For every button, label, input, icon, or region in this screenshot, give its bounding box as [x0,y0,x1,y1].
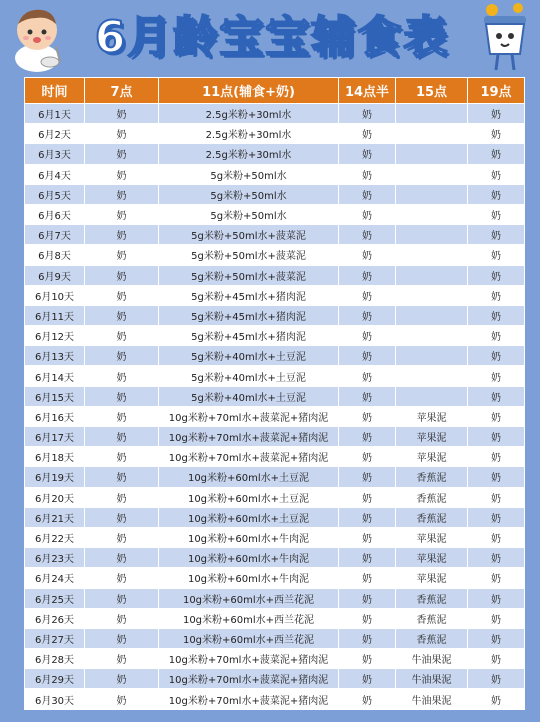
feed-15-cell [396,164,468,184]
feed-7-cell: 奶 [85,447,159,467]
feed-1430-cell: 奶 [339,104,396,124]
feed-7-cell: 奶 [85,184,159,204]
feed-1430-cell: 奶 [339,204,396,224]
day-cell: 6月29天 [25,669,85,689]
day-cell: 6月11天 [25,305,85,325]
feed-15-cell [396,285,468,305]
day-cell: 6月7天 [25,225,85,245]
feed-19-cell: 奶 [468,649,525,669]
feed-7-cell: 奶 [85,507,159,527]
feed-7-cell: 奶 [85,406,159,426]
feed-11-cell: 5g米粉+40ml水+土豆泥 [159,346,339,366]
feed-7-cell: 奶 [85,669,159,689]
feed-1430-cell: 奶 [339,346,396,366]
table-row [25,285,525,305]
feed-1430-cell: 奶 [339,326,396,346]
feed-19-cell: 奶 [468,204,525,224]
table-row [25,487,525,507]
day-cell: 6月22天 [25,527,85,547]
day-cell: 6月14天 [25,366,85,386]
feed-15-cell: 苹果泥 [396,527,468,547]
feed-15-cell [396,225,468,245]
feed-1430-cell: 奶 [339,588,396,608]
feed-19-cell: 奶 [468,527,525,547]
feed-11-cell: 5g米粉+50ml水+菠菜泥 [159,265,339,285]
table-row [25,689,525,709]
feed-11-cell: 5g米粉+45ml水+猪肉泥 [159,326,339,346]
feed-7-cell: 奶 [85,427,159,447]
day-cell: 6月10天 [25,285,85,305]
column-header-time: 时间 [25,78,85,104]
day-cell: 6月15天 [25,386,85,406]
feed-11-cell: 10g米粉+60ml水+土豆泥 [159,507,339,527]
feed-15-cell [396,305,468,325]
feed-7-cell: 奶 [85,628,159,648]
table-row [25,326,525,346]
feed-11-cell: 2.5g米粉+30ml水 [159,144,339,164]
table-row [25,669,525,689]
feed-11-cell: 2.5g米粉+30ml水 [159,104,339,124]
feed-19-cell: 奶 [468,507,525,527]
feed-15-cell: 牛油果泥 [396,669,468,689]
day-cell: 6月28天 [25,649,85,669]
feed-7-cell: 奶 [85,326,159,346]
column-header-1430: 14点半 [339,78,396,104]
table-row [25,164,525,184]
day-cell: 6月2天 [25,124,85,144]
feed-7-cell: 奶 [85,608,159,628]
table-row [25,346,525,366]
feed-1430-cell: 奶 [339,225,396,245]
feed-7-cell: 奶 [85,265,159,285]
feed-11-cell: 5g米粉+50ml水+菠菜泥 [159,225,339,245]
feed-19-cell: 奶 [468,568,525,588]
feed-15-cell [396,104,468,124]
feed-7-cell: 奶 [85,164,159,184]
table-row [25,366,525,386]
feed-7-cell: 奶 [85,144,159,164]
feed-1430-cell: 奶 [339,245,396,265]
feed-19-cell: 奶 [468,366,525,386]
feed-1430-cell: 奶 [339,467,396,487]
feed-1430-cell: 奶 [339,628,396,648]
feed-11-cell: 10g米粉+60ml水+西兰花泥 [159,628,339,648]
cup-mascot-icon [474,2,536,74]
feed-15-cell [396,204,468,224]
feed-7-cell: 奶 [85,568,159,588]
feed-7-cell: 奶 [85,366,159,386]
day-cell: 6月16天 [25,406,85,426]
feed-7-cell: 奶 [85,204,159,224]
feed-19-cell: 奶 [468,427,525,447]
feed-15-cell: 香蕉泥 [396,608,468,628]
feed-15-cell: 牛油果泥 [396,649,468,669]
feed-1430-cell: 奶 [339,164,396,184]
feed-15-cell: 苹果泥 [396,427,468,447]
feed-7-cell: 奶 [85,386,159,406]
feed-11-cell: 10g米粉+60ml水+西兰花泥 [159,608,339,628]
feed-11-cell: 5g米粉+50ml水 [159,164,339,184]
header [0,0,540,76]
feed-15-cell [396,386,468,406]
column-header-7: 7点 [85,78,159,104]
feed-1430-cell: 奶 [339,184,396,204]
feed-11-cell: 5g米粉+50ml水 [159,204,339,224]
table-row [25,184,525,204]
table-header-row [25,78,525,104]
page-title: 6月龄宝宝辅食表 [94,12,450,63]
feed-11-cell: 10g米粉+70ml水+菠菜泥+猪肉泥 [159,406,339,426]
feeding-table [24,77,524,710]
feed-7-cell: 奶 [85,588,159,608]
table-row [25,386,525,406]
feed-1430-cell: 奶 [339,124,396,144]
day-cell: 6月30天 [25,689,85,709]
column-header-15: 15点 [396,78,468,104]
feed-19-cell: 奶 [468,346,525,366]
feed-15-cell [396,144,468,164]
table-row [25,568,525,588]
table-row [25,588,525,608]
feed-19-cell: 奶 [468,447,525,467]
feed-1430-cell: 奶 [339,527,396,547]
feed-19-cell: 奶 [468,124,525,144]
feed-15-cell: 香蕉泥 [396,507,468,527]
feed-19-cell: 奶 [468,548,525,568]
table-row [25,548,525,568]
table-row [25,406,525,426]
feed-7-cell: 奶 [85,527,159,547]
feed-7-cell: 奶 [85,285,159,305]
table-row [25,427,525,447]
table-row [25,245,525,265]
feed-19-cell: 奶 [468,245,525,265]
feed-11-cell: 10g米粉+60ml水+牛肉泥 [159,568,339,588]
feed-11-cell: 10g米粉+60ml水+牛肉泥 [159,527,339,547]
day-cell: 6月18天 [25,447,85,467]
table-row [25,628,525,648]
feed-11-cell: 5g米粉+45ml水+猪肉泥 [159,305,339,325]
feed-1430-cell: 奶 [339,689,396,709]
feed-19-cell: 奶 [468,608,525,628]
feed-19-cell: 奶 [468,285,525,305]
feed-11-cell: 10g米粉+70ml水+菠菜泥+猪肉泥 [159,669,339,689]
column-header-19: 19点 [468,78,525,104]
feed-11-cell: 10g米粉+70ml水+菠菜泥+猪肉泥 [159,649,339,669]
table-row [25,527,525,547]
feed-7-cell: 奶 [85,689,159,709]
day-cell: 6月1天 [25,104,85,124]
table-row [25,447,525,467]
feed-1430-cell: 奶 [339,447,396,467]
feed-15-cell [396,184,468,204]
feed-11-cell: 5g米粉+40ml水+土豆泥 [159,366,339,386]
feed-19-cell: 奶 [468,326,525,346]
day-cell: 6月8天 [25,245,85,265]
feed-7-cell: 奶 [85,346,159,366]
day-cell: 6月13天 [25,346,85,366]
table-row [25,265,525,285]
table-row [25,144,525,164]
feed-19-cell: 奶 [468,164,525,184]
feed-7-cell: 奶 [85,225,159,245]
feed-7-cell: 奶 [85,124,159,144]
feed-7-cell: 奶 [85,104,159,124]
day-cell: 6月12天 [25,326,85,346]
feed-19-cell: 奶 [468,467,525,487]
day-cell: 6月25天 [25,588,85,608]
feed-11-cell: 5g米粉+50ml水+菠菜泥 [159,245,339,265]
feed-1430-cell: 奶 [339,568,396,588]
feed-15-cell: 香蕉泥 [396,467,468,487]
table-row [25,204,525,224]
feed-11-cell: 10g米粉+60ml水+土豆泥 [159,487,339,507]
feed-1430-cell: 奶 [339,305,396,325]
feed-15-cell: 香蕉泥 [396,588,468,608]
feed-7-cell: 奶 [85,245,159,265]
feed-15-cell: 香蕉泥 [396,487,468,507]
feed-1430-cell: 奶 [339,427,396,447]
baby-eating-icon [4,2,70,74]
table-row [25,507,525,527]
feed-11-cell: 2.5g米粉+30ml水 [159,124,339,144]
feed-7-cell: 奶 [85,487,159,507]
feed-11-cell: 10g米粉+60ml水+牛肉泥 [159,548,339,568]
feed-1430-cell: 奶 [339,386,396,406]
feed-19-cell: 奶 [468,689,525,709]
day-cell: 6月27天 [25,628,85,648]
feed-19-cell: 奶 [468,487,525,507]
feed-15-cell: 牛油果泥 [396,689,468,709]
table-row [25,649,525,669]
feed-11-cell: 10g米粉+70ml水+菠菜泥+猪肉泥 [159,689,339,709]
feed-7-cell: 奶 [85,548,159,568]
feed-11-cell: 10g米粉+60ml水+西兰花泥 [159,588,339,608]
feed-19-cell: 奶 [468,184,525,204]
feed-11-cell: 5g米粉+50ml水 [159,184,339,204]
feed-1430-cell: 奶 [339,406,396,426]
table-row [25,305,525,325]
feed-15-cell [396,245,468,265]
feed-7-cell: 奶 [85,305,159,325]
feed-15-cell [396,265,468,285]
day-cell: 6月23天 [25,548,85,568]
day-cell: 6月24天 [25,568,85,588]
day-cell: 6月4天 [25,164,85,184]
feed-11-cell: 5g米粉+45ml水+猪肉泥 [159,285,339,305]
feed-1430-cell: 奶 [339,265,396,285]
feed-19-cell: 奶 [468,669,525,689]
feed-11-cell: 10g米粉+70ml水+菠菜泥+猪肉泥 [159,427,339,447]
feed-19-cell: 奶 [468,406,525,426]
feed-1430-cell: 奶 [339,649,396,669]
feed-1430-cell: 奶 [339,548,396,568]
table-row [25,608,525,628]
feed-1430-cell: 奶 [339,285,396,305]
feed-1430-cell: 奶 [339,366,396,386]
feed-11-cell: 10g米粉+70ml水+菠菜泥+猪肉泥 [159,447,339,467]
feed-15-cell [396,346,468,366]
day-cell: 6月5天 [25,184,85,204]
feed-15-cell [396,326,468,346]
feed-11-cell: 10g米粉+60ml水+土豆泥 [159,467,339,487]
day-cell: 6月3天 [25,144,85,164]
feed-1430-cell: 奶 [339,144,396,164]
feed-15-cell: 苹果泥 [396,548,468,568]
feed-19-cell: 奶 [468,104,525,124]
feed-1430-cell: 奶 [339,507,396,527]
feed-15-cell: 香蕉泥 [396,628,468,648]
column-header-11: 11点(辅食+奶) [159,78,339,104]
feed-15-cell [396,124,468,144]
day-cell: 6月19天 [25,467,85,487]
feed-19-cell: 奶 [468,386,525,406]
feed-7-cell: 奶 [85,467,159,487]
feed-15-cell: 苹果泥 [396,447,468,467]
day-cell: 6月26天 [25,608,85,628]
feed-15-cell: 苹果泥 [396,568,468,588]
table-row [25,124,525,144]
feed-1430-cell: 奶 [339,669,396,689]
feed-19-cell: 奶 [468,225,525,245]
feed-19-cell: 奶 [468,144,525,164]
feed-19-cell: 奶 [468,305,525,325]
feed-19-cell: 奶 [468,588,525,608]
feed-19-cell: 奶 [468,628,525,648]
day-cell: 6月6天 [25,204,85,224]
feed-19-cell: 奶 [468,265,525,285]
table-row [25,467,525,487]
day-cell: 6月17天 [25,427,85,447]
feed-1430-cell: 奶 [339,487,396,507]
feed-15-cell [396,366,468,386]
feed-15-cell: 苹果泥 [396,406,468,426]
day-cell: 6月20天 [25,487,85,507]
table-row [25,104,525,124]
day-cell: 6月21天 [25,507,85,527]
feed-7-cell: 奶 [85,649,159,669]
feed-11-cell: 5g米粉+40ml水+土豆泥 [159,386,339,406]
table-row [25,225,525,245]
feed-1430-cell: 奶 [339,608,396,628]
day-cell: 6月9天 [25,265,85,285]
